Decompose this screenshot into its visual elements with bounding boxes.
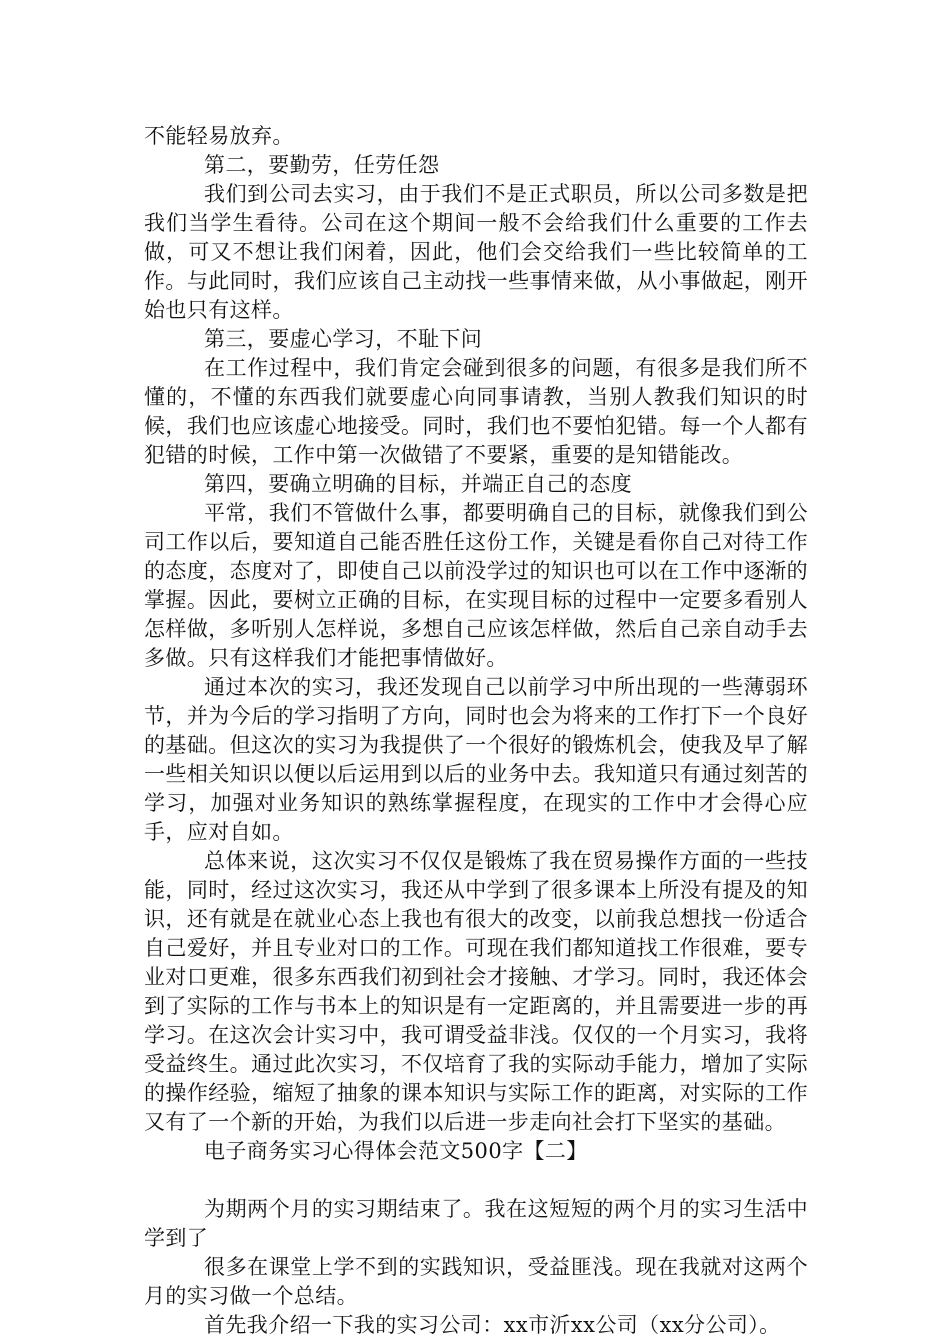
section-heading: 第二，要勤劳，任劳任怨 bbox=[204, 153, 440, 177]
section-heading: 第三，要虚心学习，不耻下问 bbox=[204, 327, 483, 351]
paragraph: 很多在课堂上学不到的实践知识，受益匪浅。现在我就对这两个月的实习做一个总结。 bbox=[144, 1255, 808, 1308]
document-body bbox=[144, 122, 808, 1340]
section-heading: 第四，要确立明确的目标，并端正自己的态度 bbox=[204, 472, 632, 496]
paragraph: 不能轻易放弃。 bbox=[144, 124, 294, 148]
article-title: 电子商务实习心得体会范文500字【二】 bbox=[204, 1139, 588, 1163]
paragraph: 平常，我们不管做什么事，都要明确自己的目标，就像我们到公司工作以后，要知道自己能否胜任这份工作，关键是看你自己对待工作的态度，态度对了，即使自己以前没学过的知识也可以在工作中逐渐的掌握。因此，要树立正确的目标，在实现目标的过程中一定要多看别人怎样做，多听别人怎样说，多想自己应该怎样做，然后自己亲自动手去多做。只有这样我们才能把事情做好。 bbox=[144, 501, 808, 670]
paragraph: 在工作过程中，我们肯定会碰到很多的问题，有很多是我们所不懂的，不懂的东西我们就要虚心向同事请教，当别人教我们知识的时候，我们也应该虚心地接受。同时，我们也不要怕犯错。每一个人都有犯错的时候，工作中第一次做错了不要紧，重要的是知错能改。 bbox=[144, 356, 808, 467]
paragraph: 通过本次的实习，我还发现自己以前学习中所出现的一些薄弱环节，并为今后的学习指明了方向，同时也会为将来的工作打下一个良好的基础。但这次的实习为我提供了一个很好的锻炼机会，使我及早了解一些相关知识以便以后运用到以后的业务中去。我知道只有通过刻苦的学习，加强对业务知识的熟练掌握程度，在现实的工作中才会得心应手，应对自如。 bbox=[144, 675, 808, 844]
paragraph: 首先我介绍一下我的实习公司：xx市沂xx公司（xx分公司）。 bbox=[204, 1313, 781, 1337]
paragraph: 我们到公司去实习，由于我们不是正式职员，所以公司多数是把我们当学生看待。公司在这个期间一般不会给我们什么重要的工作去做，可又不想让我们闲着，因此，他们会交给我们一些比较简单的工作。与此同时，我们应该自己主动找一些事情来做，从小事做起，刚开始也只有这样。 bbox=[144, 182, 808, 322]
paragraph: 为期两个月的实习期结束了。我在这短短的两个月的实习生活中学到了 bbox=[144, 1197, 808, 1250]
blank-line bbox=[144, 1166, 808, 1195]
paragraph: 总体来说，这次实习不仅仅是锻炼了我在贸易操作方面的一些技能，同时，经过这次实习，我还从中学到了很多课本上所没有提及的知识，还有就是在就业心态上我也有很大的改变，以前我总想找一份适合自己爱好，并且专业对口的工作。可现在我们都知道找工作很难，要专业对口更难，很多东西我们初到社会才接触、才学习。同时，我还体会到了实际的工作与书本上的知识是有一定距离的，并且需要进一步的再学习。在这次会计实习中，我可谓受益非浅。仅仅的一个月实习，我将受益终生。通过此次实习，不仅培育了我的实际动手能力，增加了实际的操作经验，缩短了抽象的课本知识与实际工作的距离，对实际的工作又有了一个新的开始，为我们以后进一步走向社会打下坚实的基础。 bbox=[144, 849, 808, 1134]
